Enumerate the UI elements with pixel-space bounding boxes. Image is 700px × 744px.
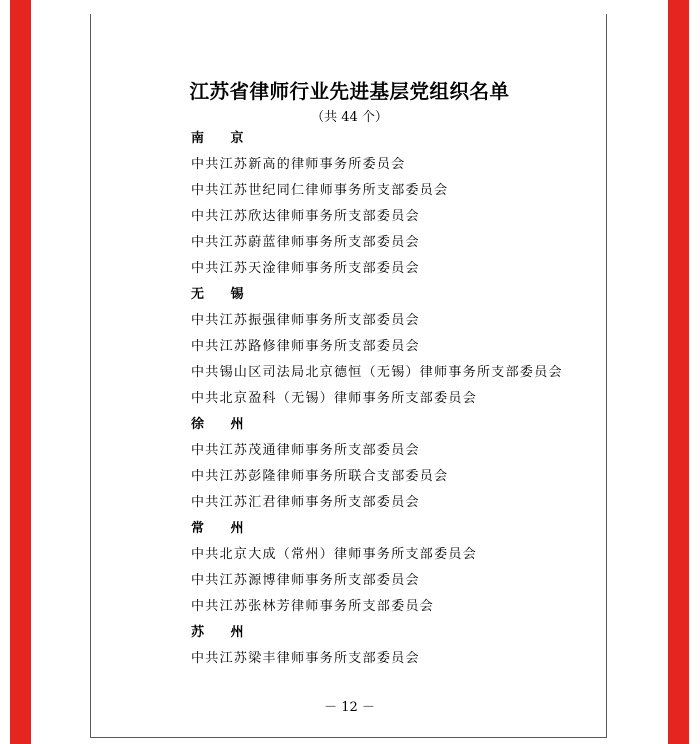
list-item: 中共江苏天淦律师事务所支部委员会 xyxy=(191,261,420,276)
city-heading-changzhou: 常 州 xyxy=(191,521,255,536)
list-item: 中共北京盈科（无锡）律师事务所支部委员会 xyxy=(191,391,478,406)
left-red-border xyxy=(10,0,31,744)
list-item: 中共江苏茂通律师事务所支部委员会 xyxy=(191,443,420,458)
list-item: 中共江苏世纪同仁律师事务所支部委员会 xyxy=(191,183,449,198)
list-item: 中共江苏蔚蓝律师事务所支部委员会 xyxy=(191,235,420,250)
list-item: 中共江苏彭隆律师事务所联合支部委员会 xyxy=(191,469,449,484)
organization-list xyxy=(191,126,601,672)
list-item: 中共江苏源博律师事务所支部委员会 xyxy=(191,573,420,588)
page-number: － 12 － xyxy=(324,700,375,715)
list-item: 中共锡山区司法局北京德恒（无锡）律师事务所支部委员会 xyxy=(191,365,563,380)
list-item: 中共江苏汇君律师事务所支部委员会 xyxy=(191,495,420,510)
list-item: 中共江苏欣达律师事务所支部委员会 xyxy=(191,209,420,224)
list-item: 中共江苏振强律师事务所支部委员会 xyxy=(191,313,420,328)
list-item: 中共江苏梁丰律师事务所支部委员会 xyxy=(191,651,420,666)
list-item: 中共北京大成（常州）律师事务所支部委员会 xyxy=(191,547,478,562)
city-heading-wuxi: 无 锡 xyxy=(191,287,255,302)
document-title: 江苏省律师行业先进基层党组织名单 xyxy=(189,80,510,103)
list-item: 中共江苏路修律师事务所支部委员会 xyxy=(191,339,420,354)
right-red-border xyxy=(668,0,689,744)
city-heading-suzhou: 苏 州 xyxy=(191,625,255,640)
list-item: 中共江苏张林芳律师事务所支部委员会 xyxy=(191,599,435,614)
document-subtitle: （共 44 个） xyxy=(311,110,388,125)
list-item: 中共江苏新高的律师事务所委员会 xyxy=(191,157,406,172)
city-heading-nanjing: 南 京 xyxy=(191,131,255,146)
document-page xyxy=(90,14,607,738)
city-heading-xuzhou: 徐 州 xyxy=(191,417,255,432)
